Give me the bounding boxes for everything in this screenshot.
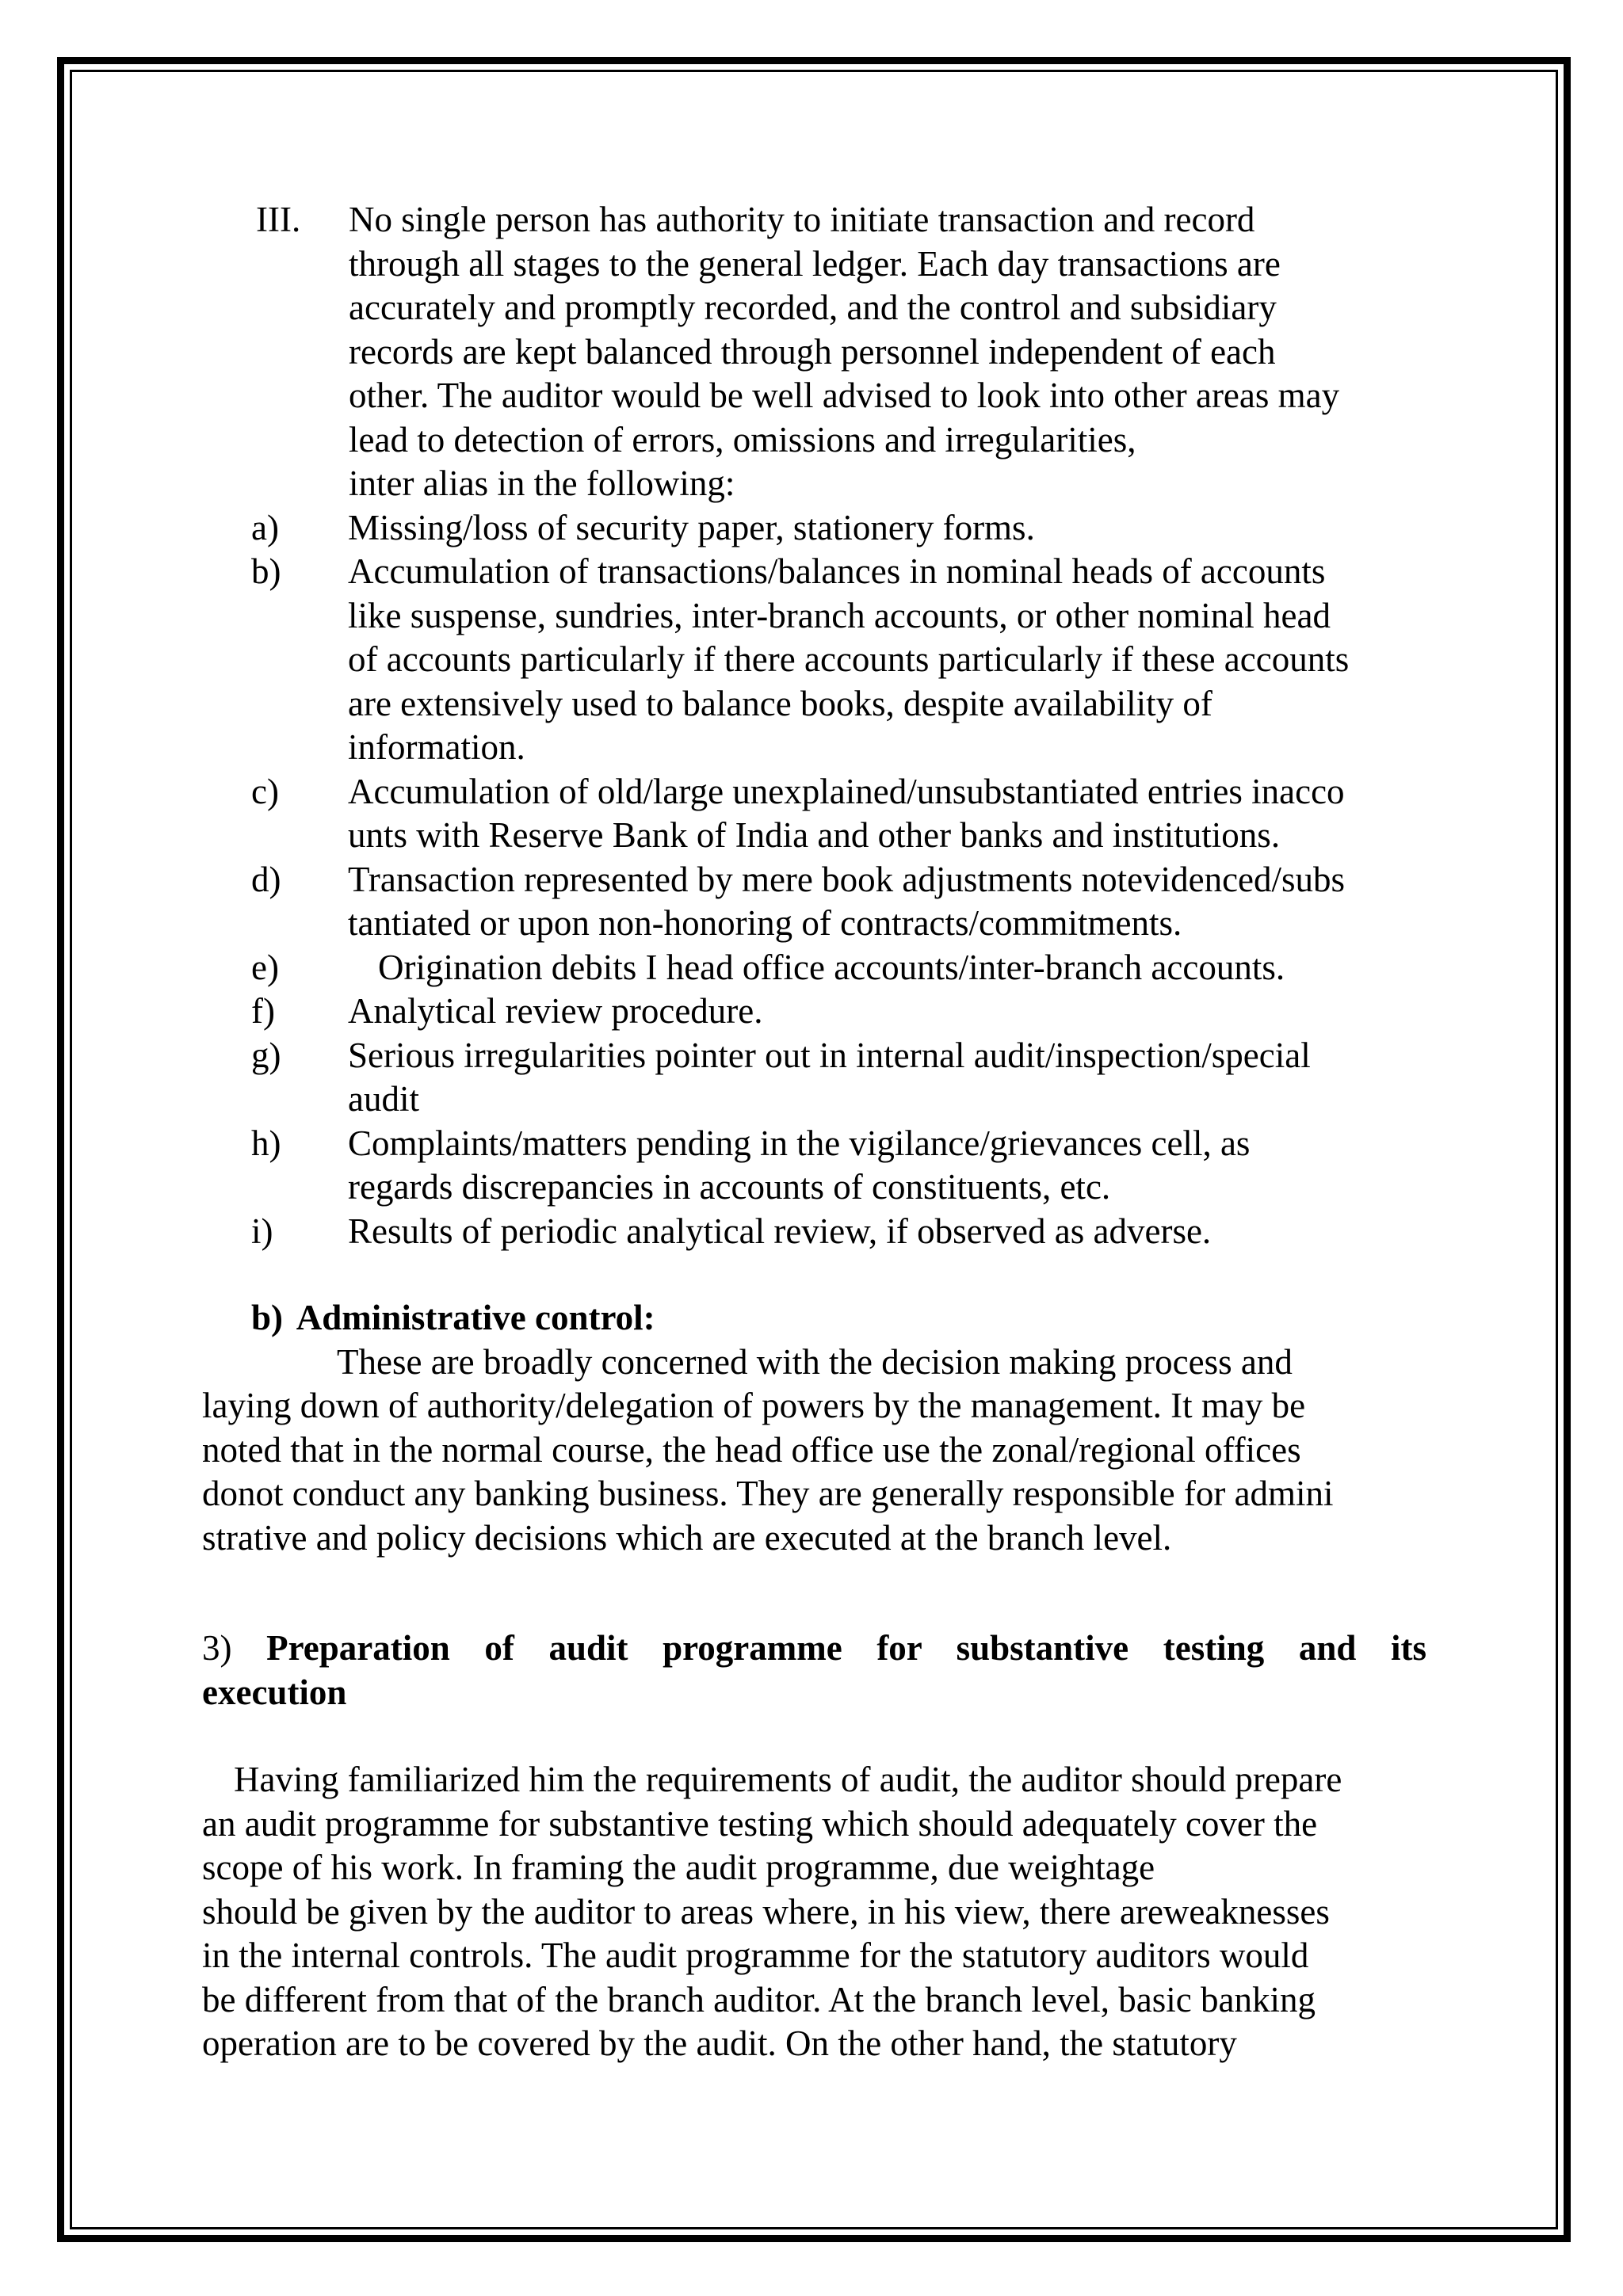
list-item-a	[202, 506, 1426, 551]
list-item-text: Results of periodic analytical review, if observed as adverse.	[348, 1211, 1212, 1251]
list-marker: c)	[251, 771, 279, 811]
list-item-b	[202, 550, 1426, 770]
list-item-text: Transaction represented by mere book adjustments notevidenced/subs tantiated or upon non-honoring of contracts/commitments.	[348, 859, 1346, 943]
list-marker: g)	[251, 1035, 281, 1075]
list-item-f	[202, 990, 1426, 1034]
list-item-i	[202, 1210, 1426, 1254]
list-item-text: Analytical review procedure.	[348, 991, 763, 1031]
list-item-h	[202, 1122, 1426, 1210]
list-item-text: Accumulation of old/large unexplained/unsubstantiated entries inacco unts with Reserve Bank of India and other banks and institutions.	[348, 771, 1345, 855]
document-body	[202, 198, 1426, 2066]
list-item-text: Complaints/matters pending in the vigilance/grievances cell, as regards discrepancies in accounts of constituents, etc.	[348, 1123, 1251, 1207]
list-item-text: No single person has authority to initiate transaction and record through all stages to the general ledger. Each day transactions are accurately and promptly recorded, and the control and subsidiary records are kept balanced through personnel independent of each other. The auditor would be well advised to look into other areas may lead to detection of errors, omissions and irregularities, inter alias in the following:	[349, 200, 1340, 503]
list-item-c	[202, 770, 1426, 858]
list-marker: d)	[251, 859, 281, 899]
list-item-text: Serious irregularities pointer out in internal audit/inspection/special audit	[348, 1035, 1311, 1119]
list-marker: i)	[251, 1211, 273, 1251]
list-marker: III.	[256, 200, 301, 239]
list-item-e	[202, 946, 1426, 990]
list-marker: h)	[251, 1123, 281, 1163]
list-item-text: Missing/loss of security paper, stationery forms.	[348, 507, 1035, 547]
list-marker: f)	[251, 991, 275, 1031]
list-marker: a)	[251, 507, 279, 547]
list-item-g	[202, 1034, 1426, 1122]
list-item-text: Accumulation of transactions/balances in nominal heads of accounts like suspense, sundries, inter-branch accounts, or other nominal head of accounts particularly if there accounts particularly if these accounts are extensively used to balance books, despite availability of information.	[348, 551, 1350, 767]
list-item-iii	[202, 198, 1426, 506]
list-marker: e)	[251, 947, 279, 987]
list-item-text: Origination debits I head office accounts/inter-branch accounts.	[378, 947, 1285, 987]
section-heading: 3) Preparation of audit programme for substantive testing and its execution	[202, 1628, 1426, 1712]
administrative-control-heading: b) Administrative control:	[251, 1298, 655, 1337]
administrative-control-paragraph: These are broadly concerned with the decision making process and laying down of authority/delegation of powers by the management. It may be noted that in the normal course, the head office use the zonal/regional offices donot conduct any banking business. They are generally responsible for admini strative and policy decisions which are executed at the branch level.	[202, 1341, 1334, 1558]
list-marker: b)	[251, 551, 281, 591]
list-item-d	[202, 858, 1426, 946]
section-paragraph: Having familiarized him the requirements of audit, the auditor should prepare an audit programme for substantive testing which should adequately cover the scope of his work. In framing the audit programme, due weightage should be given by the auditor to areas where, in his view, there areweaknesses in the internal controls. The audit programme for the statutory auditors would be different from that of the branch auditor. At the branch level, basic banking operation are to be covered by the audit. On the other hand, the statutory	[202, 1760, 1342, 2063]
